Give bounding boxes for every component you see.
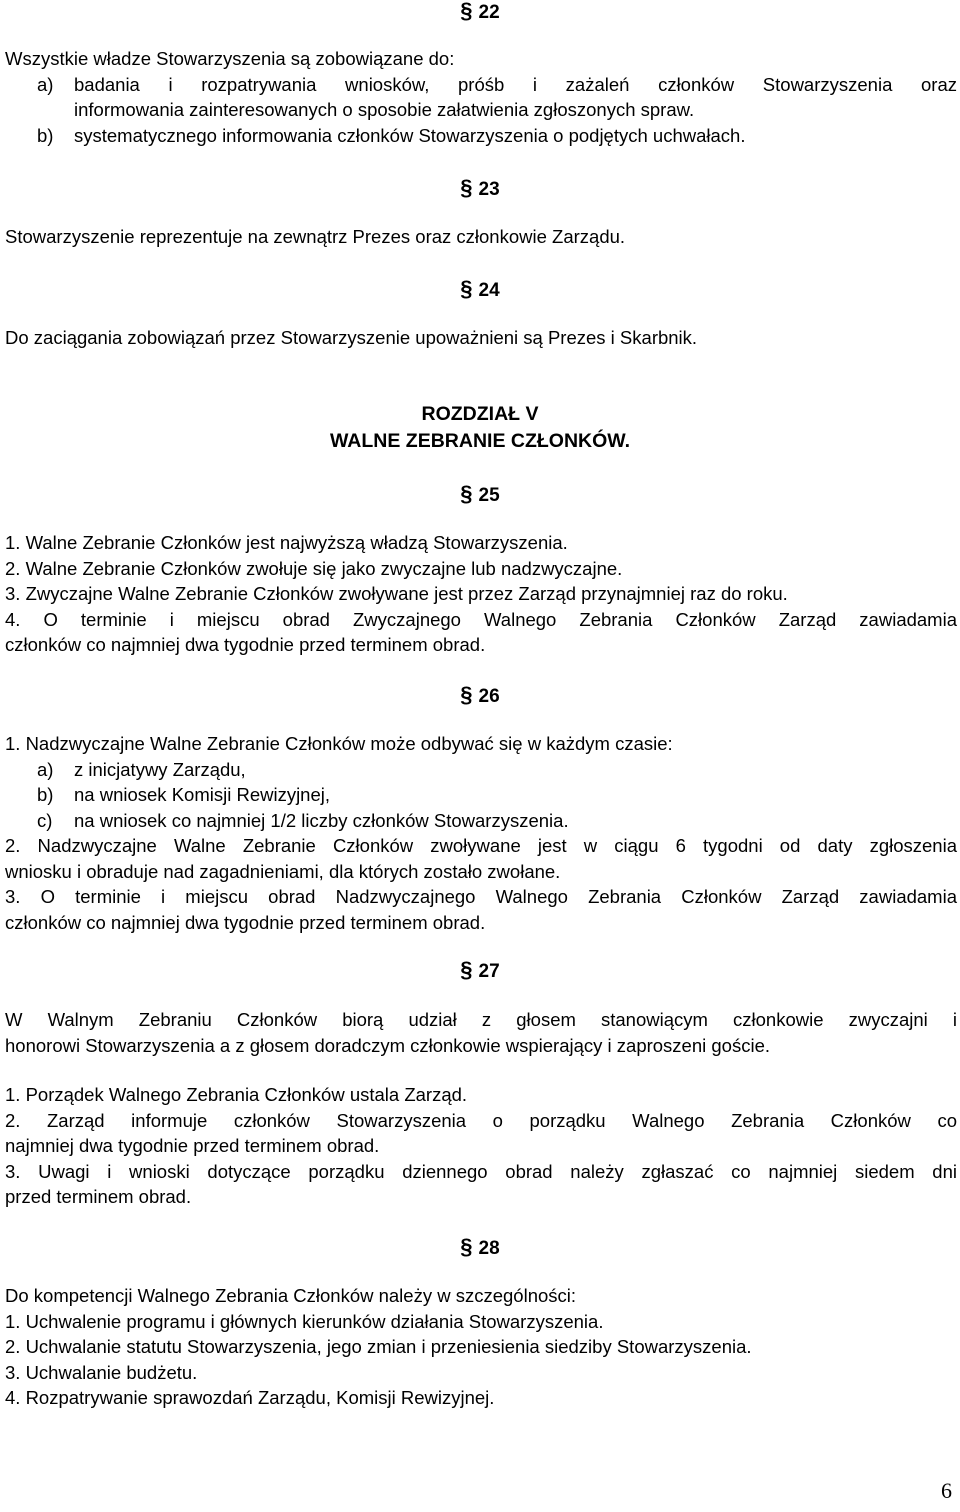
paragraph-text: Stowarzyszenie reprezentuje na zewnątrz Prezes oraz członkowie Zarządu. <box>5 226 626 247</box>
paragraph-intro: Wszystkie władze Stowarzyszenia są zobowiązane do: <box>5 48 455 69</box>
section-symbol: § <box>460 0 473 23</box>
item-text: na wniosek Komisji Rewizyjnej, <box>74 784 331 805</box>
item-label: a) <box>37 73 54 95</box>
list-item-3: 3. Zwyczajne Walne Zebranie Członków zwoływane jest przez Zarząd przynajmniej raz do roku. <box>5 583 788 604</box>
list-item-1: 1. Porządek Walnego Zebrania Członków ustala Zarząd. <box>5 1084 468 1105</box>
paragraph-26 <box>5 731 957 935</box>
list-item-2-line-2: wniosku i obraduje nad zagadnieniami, dla których zostało zwołane. <box>5 860 561 882</box>
item-label: b) <box>37 124 54 146</box>
item-text: na wniosek co najmniej 1/2 liczby członków Stowarzyszenia. <box>74 809 569 831</box>
list-item-1: 1. Nadzwyczajne Walne Zebranie Członków może odbywać się w każdym czasie: <box>5 733 673 754</box>
section-number: 27 <box>478 961 500 982</box>
list-item-1: 1. Uchwalenie programu i głównych kierunków działania Stowarzyszenia. <box>5 1310 604 1332</box>
item-label: b) <box>37 784 54 805</box>
list-item-1: 1. Walne Zebranie Członków jest najwyższą władzą Stowarzyszenia. <box>5 532 568 553</box>
list-item-4-line-1: 4. O terminie i miejscu obrad Zwyczajnego Walnego Zebrania Członków Zarząd zawiadamia <box>5 608 957 630</box>
list-item-3-line-2: członków co najmniej dwa tygodnie przed terminem obrad. <box>5 911 486 933</box>
intro-line-1: W Walnym Zebraniu Członków biorą udział z głosem stanowiącym członkowie zwyczajni i <box>5 1009 957 1030</box>
list-item-3-line-1: 3. O terminie i miejscu obrad Nadzwyczajnego Walnego Zebrania Członków Zarząd zawiadamia <box>5 886 957 907</box>
section-symbol: § <box>460 175 473 200</box>
section-number: 28 <box>478 1238 500 1259</box>
list-item-a <box>5 72 957 123</box>
section-symbol: § <box>460 276 473 301</box>
list-item-2-line-2: najmniej dwa tygodnie przed terminem obrad. <box>5 1135 380 1156</box>
list-item-b <box>5 782 957 808</box>
section-heading-25 <box>0 481 960 507</box>
paragraph-25 <box>5 530 957 658</box>
item-text: systematycznego informowania członków Stowarzyszenia o podjętych uchwałach. <box>74 124 746 146</box>
item-text-line-2: informowania zainteresowanych o sposobie załatwienia zgłoszonych spraw. <box>74 99 695 120</box>
paragraph-22 <box>5 46 957 148</box>
section-symbol: § <box>460 957 473 982</box>
list-item-2: 2. Uchwalanie statutu Stowarzyszenia, jego zmian i przeniesienia siedziby Stowarzyszenia. <box>5 1336 752 1357</box>
paragraph-24 <box>5 325 957 351</box>
section-heading-24 <box>0 276 960 302</box>
section-number: 24 <box>478 280 500 301</box>
intro-line-2: honorowi Stowarzyszenia a z głosem doradczym członkowie wspierający i zaproszeni goście. <box>5 1034 771 1056</box>
item-label: a) <box>37 758 54 780</box>
list-item-3-line-1: 3. Uwagi i wnioski dotyczące porządku dziennego obrad należy zgłaszać co najmniej siedem dni <box>5 1160 957 1182</box>
paragraph-27-intro <box>5 1007 957 1058</box>
section-heading-26 <box>0 682 960 708</box>
section-heading-28 <box>0 1234 960 1260</box>
page-number: 6 <box>941 1478 952 1503</box>
list-item-c <box>5 808 957 834</box>
section-number: 25 <box>478 485 500 506</box>
paragraph-23 <box>5 224 957 250</box>
paragraph-28 <box>5 1283 957 1411</box>
section-number: 22 <box>478 2 500 23</box>
paragraph-text: Do zaciągania zobowiązań przez Stowarzyszenie upoważnieni są Prezes i Skarbnik. <box>5 327 698 348</box>
section-symbol: § <box>460 682 473 707</box>
item-text <box>74 72 957 123</box>
list-item-2-line-1: 2. Zarząd informuje członków Stowarzyszenia o porządku Walnego Zebrania Członków co <box>5 1109 957 1131</box>
section-number: 23 <box>478 179 500 200</box>
chapter-heading <box>0 401 960 455</box>
item-text-line-1: badania i rozpatrywania wniosków, próśb i zażaleń członków Stowarzyszenia oraz <box>74 73 957 95</box>
chapter-title: WALNE ZEBRANIE CZŁONKÓW. <box>329 430 631 452</box>
paragraph-27-list <box>5 1082 957 1210</box>
list-item-a <box>5 757 957 783</box>
section-heading-27 <box>0 957 960 983</box>
list-item-2-line-1: 2. Nadzwyczajne Walne Zebranie Członków zwoływane jest w ciągu 6 tygodni od daty zgłoszenia <box>5 835 957 856</box>
section-number: 26 <box>478 686 500 707</box>
item-text: z inicjatywy Zarządu, <box>74 758 246 780</box>
list-item-b <box>5 123 957 149</box>
section-heading-23 <box>0 175 960 201</box>
section-symbol: § <box>460 1234 473 1259</box>
list-item-2: 2. Walne Zebranie Członków zwołuje się jako zwyczajne lub nadzwyczajne. <box>5 557 623 579</box>
chapter-number: ROZDZIAŁ V <box>421 403 539 425</box>
list-item-3-line-2: przed terminem obrad. <box>5 1186 192 1207</box>
section-symbol: § <box>460 481 473 506</box>
list-item-3: 3. Uchwalanie budżetu. <box>5 1361 198 1383</box>
list-item-4-line-2: członków co najmniej dwa tygodnie przed terminem obrad. <box>5 634 486 655</box>
section-heading-22 <box>0 0 960 24</box>
list-item-4: 4. Rozpatrywanie sprawozdań Zarządu, Komisji Rewizyjnej. <box>5 1387 495 1408</box>
item-label: c) <box>37 809 53 831</box>
paragraph-intro: Do kompetencji Walnego Zebrania Członków należy w szczególności: <box>5 1285 577 1306</box>
